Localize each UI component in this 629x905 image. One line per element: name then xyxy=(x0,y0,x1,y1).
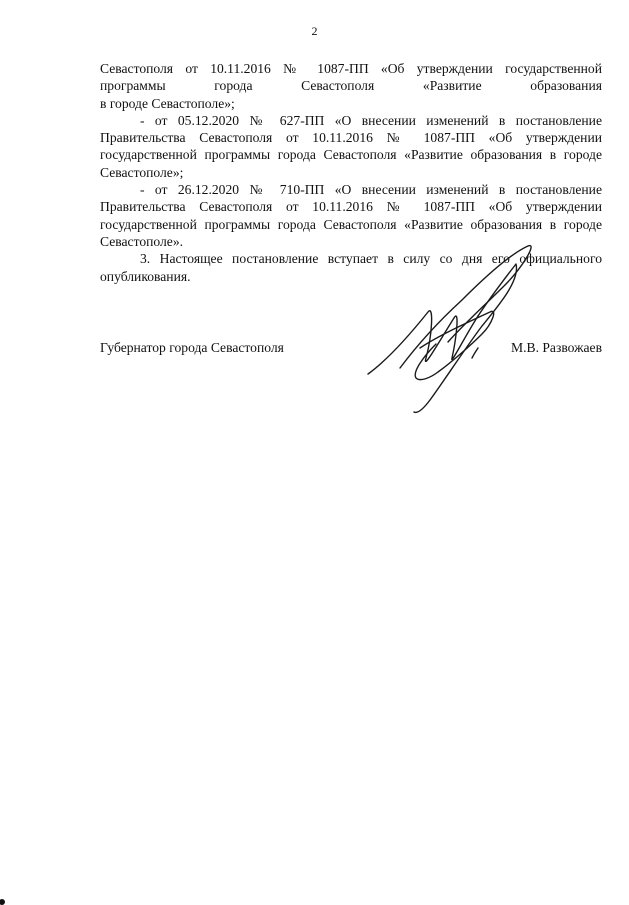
paragraph-line: Севастополя от 10.11.2016 № 1087-ПП «Об утверждении государственной xyxy=(100,61,602,76)
scan-edge-mark xyxy=(0,893,10,905)
signatory-name: М.В. Развожаев xyxy=(511,340,602,355)
paragraph-effective-date: 3. Настоящее постановление вступает в силу со дня его официального опубликования. xyxy=(100,251,602,284)
paragraph-amendment-710: - от 26.12.2020 № 710-ПП «О внесении изменений в постановление Правительства Севастополя от 10.11.2016 № 1087-ПП «Об утверждении государственной программы города Севастополя «Развитие образования в городе Севастополе». xyxy=(100,182,602,249)
signature-block xyxy=(100,340,602,356)
handwritten-signature xyxy=(360,240,540,420)
paragraph-program-reference xyxy=(100,60,602,112)
paragraph-amendment-627: - от 05.12.2020 № 627-ПП «О внесении изменений в постановление Правительства Севастополя от 10.11.2016 № 1087-ПП «Об утверждении государственной программы города Севастополя «Развитие образования в городе Севастополе»; xyxy=(100,112,602,180)
paragraph-line: программы города Севастополя «Развитие образования xyxy=(100,78,602,94)
paragraph-line: в городе Севастополе»; xyxy=(100,95,235,111)
signatory-position: Губернатор города Севастополя xyxy=(100,340,284,355)
page-number: 2 xyxy=(311,24,318,38)
